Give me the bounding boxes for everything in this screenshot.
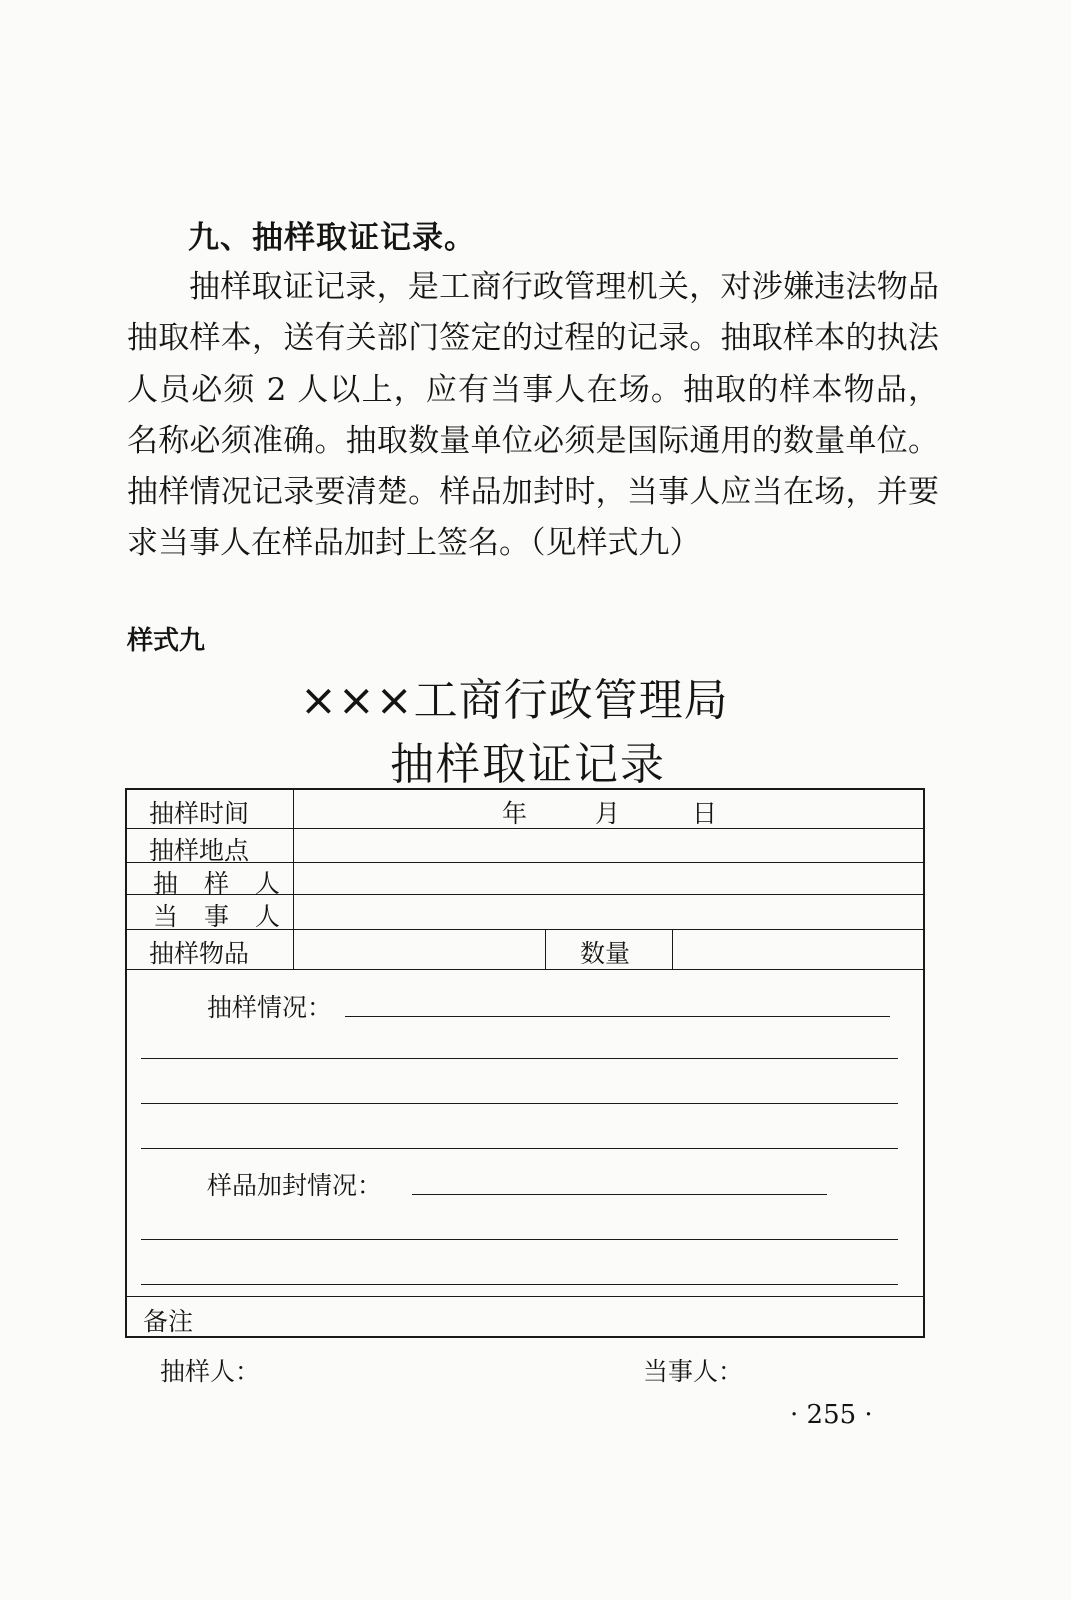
write-line	[412, 1194, 827, 1195]
label-party: 当 事 人	[153, 902, 289, 931]
write-line	[141, 1103, 898, 1104]
sampling-form	[125, 788, 925, 1338]
page-number: · 255 ·	[790, 1400, 873, 1430]
date-year: 年	[502, 799, 528, 828]
column-divider	[672, 929, 673, 970]
form-title-record: 抽样取证记录	[390, 739, 666, 790]
date-day: 日	[692, 799, 718, 828]
label-sampling-time: 抽样时间	[149, 799, 250, 828]
row-divider	[127, 1296, 923, 1297]
section-heading: 九、抽样取证记录。	[188, 220, 476, 256]
style-label: 样式九	[127, 626, 206, 656]
label-quantity: 数量	[580, 939, 631, 968]
column-divider	[545, 929, 546, 970]
signature-party: 当事人：	[643, 1357, 744, 1386]
label-sampled-item: 抽样物品	[149, 939, 250, 968]
write-line	[141, 1058, 898, 1059]
column-divider	[293, 790, 294, 970]
signature-sampler: 抽样人：	[160, 1357, 261, 1386]
label-sampling-place: 抽样地点	[149, 836, 250, 865]
label-seal-situation: 样品加封情况：	[207, 1171, 383, 1200]
write-line	[345, 1016, 890, 1017]
body-paragraph: 抽样取证记录，是工商行政管理机关，对涉嫌违法物品抽取样本，送有关部门签定的过程的记录。抽取样本的执法人员必须 2 人以上，应有当事人在场。抽取的样本物品，名称必须准确。抽取数量单位必须是国际通用的数量单位。抽样情况记录要清楚。样品加封时，当事人应当在场，并要求当事人在样品加封上签名。（见样式九）	[127, 269, 939, 562]
write-line	[141, 1148, 898, 1149]
write-line	[141, 1239, 898, 1240]
form-title-agency: ×××工商行政管理局	[300, 675, 729, 726]
write-line	[141, 1284, 898, 1285]
label-sampler: 抽 样 人	[153, 869, 289, 898]
label-remarks: 备注	[143, 1307, 194, 1336]
date-month: 月	[595, 799, 621, 828]
label-sampling-situation: 抽样情况：	[207, 993, 333, 1022]
